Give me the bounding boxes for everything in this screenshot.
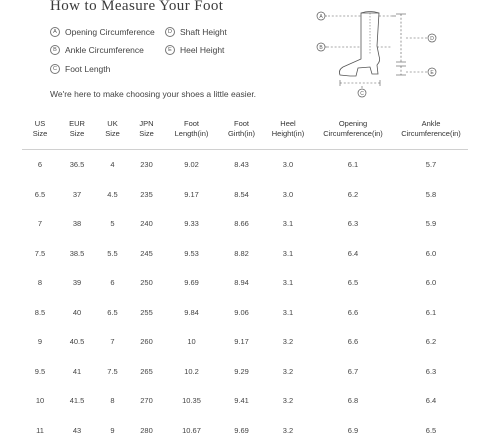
table-row bbox=[22, 327, 468, 357]
legend-item-foot-length bbox=[50, 64, 110, 74]
table-cell: 9.17 bbox=[164, 180, 219, 210]
column-header-line2: Height(in) bbox=[264, 129, 312, 139]
legend-item-heel-height bbox=[165, 45, 224, 55]
table-body bbox=[22, 150, 468, 445]
boot-outline-icon bbox=[339, 13, 379, 76]
table-row bbox=[22, 239, 468, 269]
table-cell: 5.7 bbox=[394, 150, 468, 180]
legend-label-foot-length: Foot Length bbox=[65, 64, 110, 74]
table-cell: 8 bbox=[96, 386, 129, 416]
table-cell: 9.84 bbox=[164, 298, 219, 328]
legend-label-shaft-height: Shaft Height bbox=[180, 27, 227, 37]
table-cell: 230 bbox=[129, 150, 164, 180]
table-header-row bbox=[22, 119, 468, 150]
table-cell: 11 bbox=[22, 416, 58, 445]
table-cell: 6.6 bbox=[312, 298, 394, 328]
table-cell: 4 bbox=[96, 150, 129, 180]
table-cell: 9.06 bbox=[219, 298, 264, 328]
table-cell: 3.0 bbox=[264, 180, 312, 210]
table-cell: 8.94 bbox=[219, 268, 264, 298]
column-header-line1: Opening bbox=[312, 119, 394, 129]
column-header bbox=[22, 119, 58, 150]
table-row bbox=[22, 268, 468, 298]
table-cell: 6.1 bbox=[394, 298, 468, 328]
table-cell: 4.5 bbox=[96, 180, 129, 210]
table-cell: 8.43 bbox=[219, 150, 264, 180]
table-row bbox=[22, 357, 468, 387]
table-cell: 9.29 bbox=[219, 357, 264, 387]
table-cell: 10 bbox=[164, 327, 219, 357]
legend-label-opening-circumference: Opening Circumference bbox=[65, 27, 155, 37]
diagram-label-a: A bbox=[319, 14, 323, 20]
legend-badge-a: A bbox=[50, 27, 60, 37]
table-cell: 10 bbox=[22, 386, 58, 416]
table-cell: 9.33 bbox=[164, 209, 219, 239]
column-header bbox=[164, 119, 219, 150]
table-cell: 9.5 bbox=[22, 357, 58, 387]
table-cell: 3.1 bbox=[264, 209, 312, 239]
diagram-label-b: B bbox=[319, 45, 323, 51]
column-header-line1: Ankle bbox=[394, 119, 468, 129]
table-cell: 9 bbox=[96, 416, 129, 445]
table-cell: 6.8 bbox=[312, 386, 394, 416]
table-cell: 280 bbox=[129, 416, 164, 445]
table-cell: 40 bbox=[58, 298, 96, 328]
table-cell: 38.5 bbox=[58, 239, 96, 269]
legend-item-shaft-height bbox=[165, 27, 227, 37]
legend-badge-d: D bbox=[165, 27, 175, 37]
table-cell: 9.53 bbox=[164, 239, 219, 269]
table-cell: 8.54 bbox=[219, 180, 264, 210]
table-cell: 260 bbox=[129, 327, 164, 357]
table-row bbox=[22, 180, 468, 210]
table-cell: 5.5 bbox=[96, 239, 129, 269]
boot-measurement-diagram bbox=[308, 4, 444, 104]
table-cell: 3.1 bbox=[264, 298, 312, 328]
table-cell: 6.0 bbox=[394, 239, 468, 269]
table-cell: 6.9 bbox=[312, 416, 394, 445]
table-cell: 9.41 bbox=[219, 386, 264, 416]
column-header-line2: Circumference(in) bbox=[312, 129, 394, 139]
table-row bbox=[22, 386, 468, 416]
size-chart-table bbox=[22, 119, 468, 445]
legend-badge-e: E bbox=[165, 45, 175, 55]
table-cell: 8.66 bbox=[219, 209, 264, 239]
table-cell: 10.2 bbox=[164, 357, 219, 387]
table-cell: 255 bbox=[129, 298, 164, 328]
table-cell: 8.82 bbox=[219, 239, 264, 269]
diagram-label-d: D bbox=[430, 36, 434, 42]
table-cell: 6.5 bbox=[394, 416, 468, 445]
table-cell: 38 bbox=[58, 209, 96, 239]
column-header-line1: Heel bbox=[264, 119, 312, 129]
table-cell: 3.2 bbox=[264, 416, 312, 445]
legend-badge-c: C bbox=[50, 64, 60, 74]
table-cell: 240 bbox=[129, 209, 164, 239]
table-cell: 6.7 bbox=[312, 357, 394, 387]
column-header-line1: US bbox=[22, 119, 58, 129]
table-cell: 41 bbox=[58, 357, 96, 387]
table-cell: 9.02 bbox=[164, 150, 219, 180]
table-cell: 9.69 bbox=[219, 416, 264, 445]
table-cell: 8 bbox=[22, 268, 58, 298]
table-row bbox=[22, 150, 468, 180]
table-cell: 6.4 bbox=[394, 386, 468, 416]
column-header-line1: JPN bbox=[129, 119, 164, 129]
column-header bbox=[394, 119, 468, 150]
table-cell: 6.2 bbox=[312, 180, 394, 210]
legend-badge-b: B bbox=[50, 45, 60, 55]
table-cell: 3.1 bbox=[264, 239, 312, 269]
table-cell: 3.1 bbox=[264, 268, 312, 298]
column-header-line2: Size bbox=[96, 129, 129, 139]
table-cell: 10.35 bbox=[164, 386, 219, 416]
table-cell: 6.3 bbox=[312, 209, 394, 239]
table-header bbox=[22, 119, 468, 150]
table-cell: 6.6 bbox=[312, 327, 394, 357]
table-cell: 6.5 bbox=[96, 298, 129, 328]
table-cell: 245 bbox=[129, 239, 164, 269]
table-cell: 40.5 bbox=[58, 327, 96, 357]
table-cell: 7 bbox=[96, 327, 129, 357]
table-cell: 37 bbox=[58, 180, 96, 210]
table-cell: 6.5 bbox=[22, 180, 58, 210]
table-cell: 7 bbox=[22, 209, 58, 239]
table-row bbox=[22, 209, 468, 239]
column-header-line2: Length(in) bbox=[164, 129, 219, 139]
table-cell: 6.0 bbox=[394, 268, 468, 298]
table-cell: 41.5 bbox=[58, 386, 96, 416]
table-cell: 9.17 bbox=[219, 327, 264, 357]
column-header-line2: Girth(in) bbox=[219, 129, 264, 139]
diagram-label-e: E bbox=[430, 70, 434, 76]
column-header bbox=[96, 119, 129, 150]
column-header-line1: Foot bbox=[164, 119, 219, 129]
table-cell: 7.5 bbox=[96, 357, 129, 387]
table-cell: 36.5 bbox=[58, 150, 96, 180]
column-header-line2: Circumference(in) bbox=[394, 129, 468, 139]
column-header-line2: Size bbox=[22, 129, 58, 139]
column-header bbox=[129, 119, 164, 150]
table-cell: 250 bbox=[129, 268, 164, 298]
table-cell: 7.5 bbox=[22, 239, 58, 269]
table-cell: 10.67 bbox=[164, 416, 219, 445]
table-cell: 6 bbox=[96, 268, 129, 298]
column-header-line2: Size bbox=[58, 129, 96, 139]
page-title: How to Measure Your Foot bbox=[50, 0, 223, 15]
table-cell: 8.5 bbox=[22, 298, 58, 328]
table-cell: 9.69 bbox=[164, 268, 219, 298]
legend-label-ankle-circumference: Ankle Circumference bbox=[65, 45, 144, 55]
table-cell: 3.0 bbox=[264, 150, 312, 180]
table-row bbox=[22, 298, 468, 328]
legend-item-ankle-circumference bbox=[50, 45, 144, 55]
table-cell: 6.1 bbox=[312, 150, 394, 180]
column-header bbox=[264, 119, 312, 150]
column-header-line1: UK bbox=[96, 119, 129, 129]
table-cell: 3.2 bbox=[264, 386, 312, 416]
table-cell: 39 bbox=[58, 268, 96, 298]
table-cell: 43 bbox=[58, 416, 96, 445]
table-cell: 265 bbox=[129, 357, 164, 387]
column-header-line1: Foot bbox=[219, 119, 264, 129]
column-header bbox=[312, 119, 394, 150]
legend-label-heel-height: Heel Height bbox=[180, 45, 224, 55]
table-cell: 5.9 bbox=[394, 209, 468, 239]
table-cell: 6.3 bbox=[394, 357, 468, 387]
table-cell: 5 bbox=[96, 209, 129, 239]
table-cell: 235 bbox=[129, 180, 164, 210]
table-cell: 9 bbox=[22, 327, 58, 357]
table-cell: 6 bbox=[22, 150, 58, 180]
table-cell: 270 bbox=[129, 386, 164, 416]
legend-item-opening-circumference bbox=[50, 27, 155, 37]
table-cell: 3.2 bbox=[264, 357, 312, 387]
table-cell: 6.4 bbox=[312, 239, 394, 269]
table-cell: 5.8 bbox=[394, 180, 468, 210]
diagram-label-c: C bbox=[360, 91, 364, 97]
column-header-line2: Size bbox=[129, 129, 164, 139]
table-cell: 6.5 bbox=[312, 268, 394, 298]
column-header bbox=[219, 119, 264, 150]
column-header-line1: EUR bbox=[58, 119, 96, 129]
tagline: We're here to make choosing your shoes a little easier. bbox=[50, 89, 256, 99]
table-cell: 3.2 bbox=[264, 327, 312, 357]
column-header bbox=[58, 119, 96, 150]
table-cell: 6.2 bbox=[394, 327, 468, 357]
